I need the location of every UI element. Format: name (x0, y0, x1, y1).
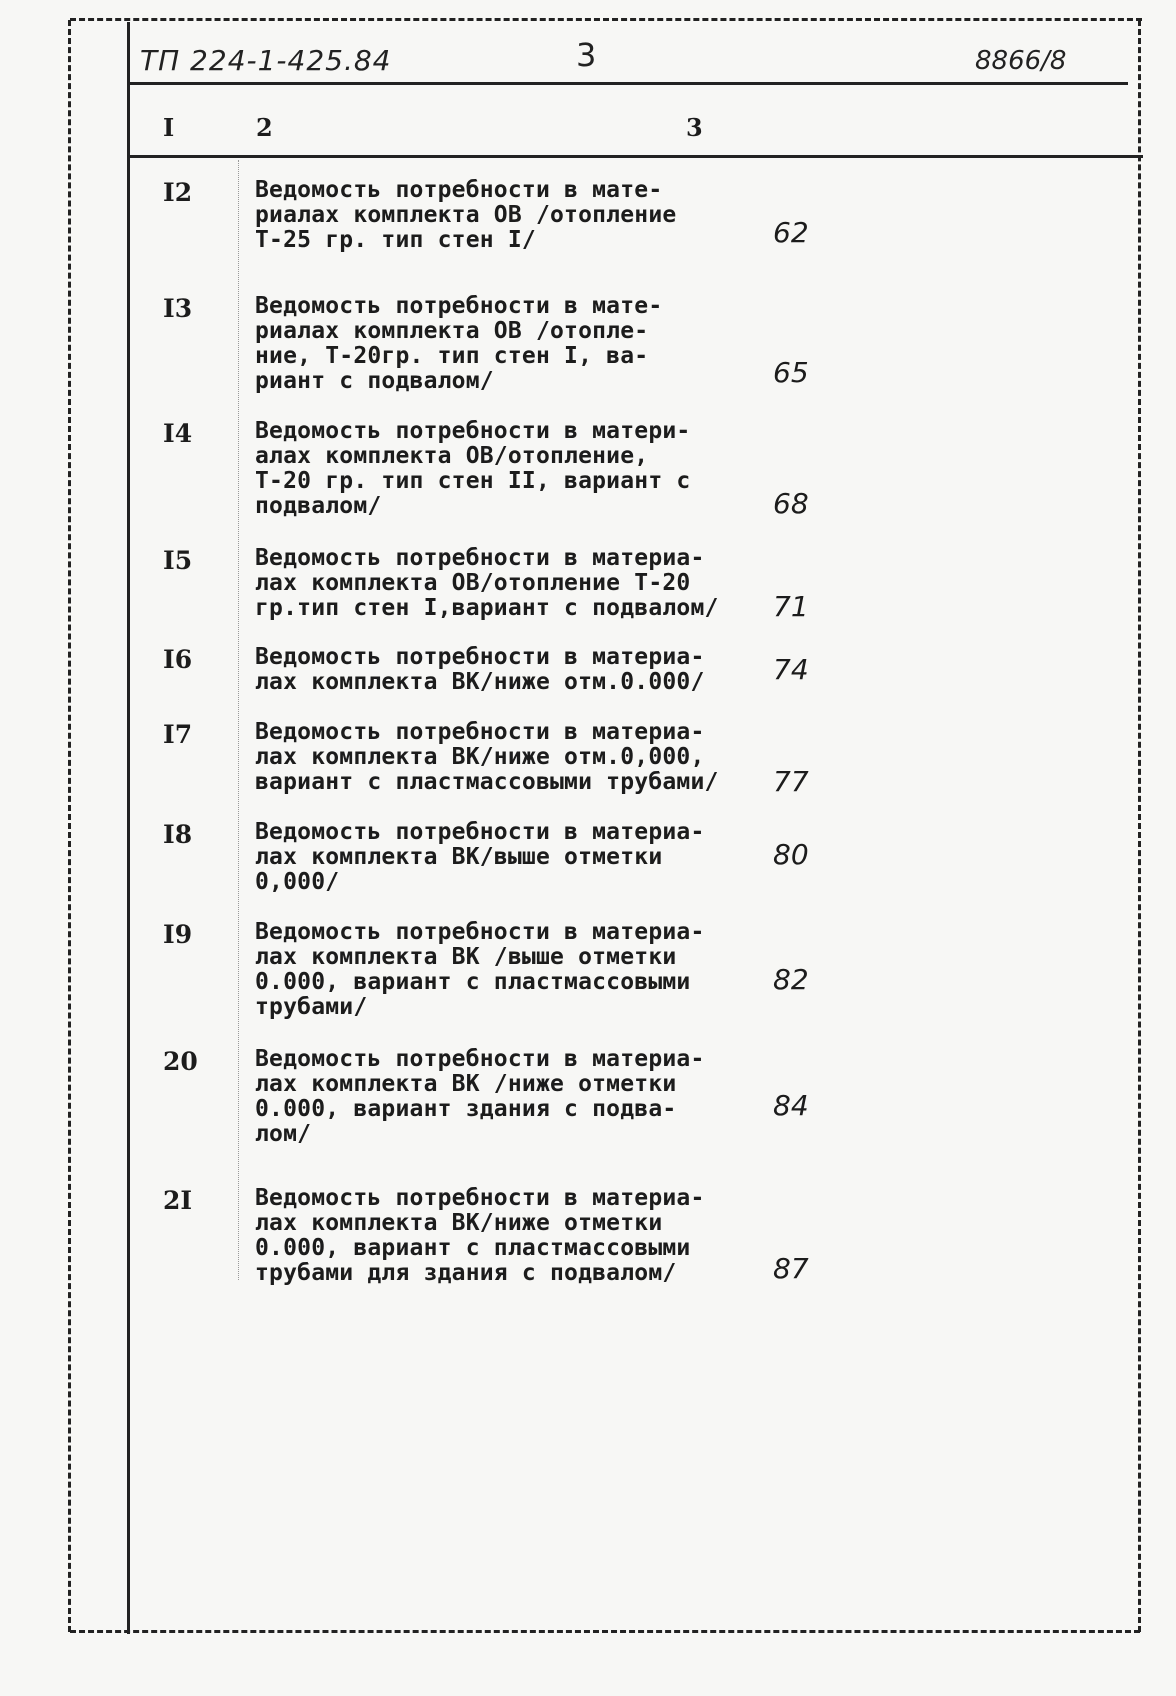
row-number: 20 (163, 1047, 198, 1076)
row-number: I4 (163, 419, 193, 448)
row-description: Ведомость потребности в материа- лах комплекта ВК/ниже отметки 0.000, вариант с пластмассовыми трубами для здания с подвалом/ (255, 1185, 705, 1286)
row-description: Ведомость потребности в материа- лах комплекта ОВ/отопление Т-20 гр.тип стен I,вариант с подвалом/ (255, 545, 719, 621)
row-description: Ведомость потребности в материа- лах комплекта ВК/ниже отм.0.000/ (255, 644, 705, 695)
row-description: Ведомость потребности в материа- лах комплекта ВК/выше отметки 0,000/ (255, 819, 705, 895)
frame-top-border (70, 18, 1142, 21)
row-description: Ведомость потребности в мате- риалах комплекта ОВ /отопле- ние, Т-20гр. тип стен I, ва- риант с подвалом/ (255, 293, 663, 394)
row-number: I9 (163, 920, 193, 949)
row-page: 62 (773, 216, 809, 249)
inventory-number: 8866/8 (975, 46, 1067, 76)
frame-bottom-border (70, 1630, 1140, 1633)
row-number: I5 (163, 546, 193, 575)
row-page: 80 (773, 838, 809, 871)
row-description: Ведомость потребности в мате- риалах комплекта ОВ /отопление Т-25 гр. тип стен I/ (255, 177, 677, 253)
page-number: 3 (576, 36, 597, 74)
row-page: 68 (773, 487, 809, 520)
row-description: Ведомость потребности в матери- алах комплекта ОВ/отопление, Т-20 гр. тип стен II, вариант с подвалом/ (255, 418, 691, 519)
row-number: I2 (163, 178, 193, 207)
row-page: 77 (773, 765, 809, 798)
column-header-divider (128, 155, 1143, 158)
row-description: Ведомость потребности в материа- лах комплекта ВК /ниже отметки 0.000, вариант здания с подва- лом/ (255, 1046, 705, 1147)
row-number: I6 (163, 645, 193, 674)
column-header-1: I (163, 113, 175, 142)
row-page: 74 (773, 653, 809, 686)
row-page: 82 (773, 963, 809, 996)
frame-left-border (68, 20, 71, 1632)
column-separator (238, 160, 239, 1280)
column-header-2: 2 (256, 113, 273, 142)
row-number: I7 (163, 720, 193, 749)
row-page: 87 (773, 1252, 809, 1285)
row-description: Ведомость потребности в материа- лах комплекта ВК /выше отметки 0.000, вариант с пластмассовыми трубами/ (255, 919, 705, 1020)
row-number: I8 (163, 820, 193, 849)
row-page: 84 (773, 1089, 809, 1122)
frame-right-border (1138, 20, 1141, 1632)
row-page: 71 (773, 590, 809, 623)
binding-margin-line (127, 22, 130, 1634)
header-divider (128, 82, 1128, 85)
row-page: 65 (773, 356, 809, 389)
column-header-3: 3 (686, 113, 703, 142)
row-number: I3 (163, 294, 193, 323)
row-description: Ведомость потребности в материа- лах комплекта ВК/ниже отм.0,000, вариант с пластмассовыми трубами/ (255, 719, 719, 795)
document-code: ТП 224-1-425.84 (140, 44, 392, 77)
row-number: 2I (163, 1186, 193, 1215)
